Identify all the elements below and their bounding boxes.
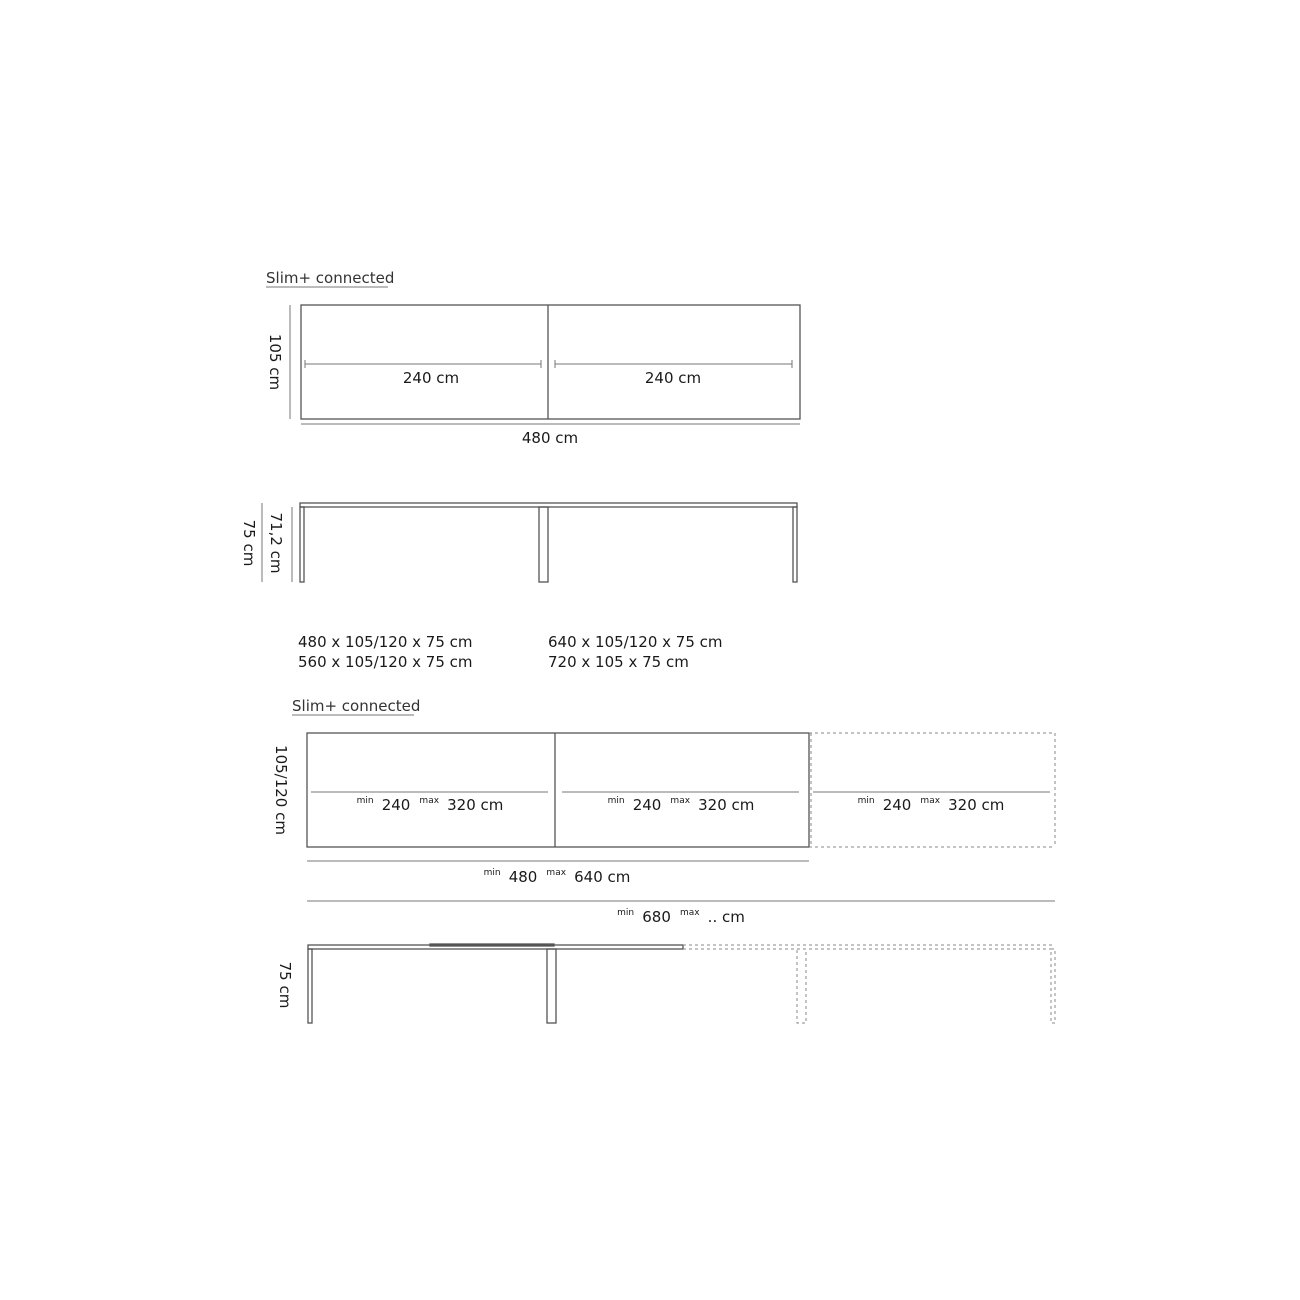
leg-right-extension (1051, 949, 1055, 1023)
overall-total-label (617, 900, 745, 926)
size-item: 480 x 105/120 x 75 cm (298, 633, 473, 651)
section2-top-view (272, 733, 1055, 926)
section1-side-view (240, 503, 797, 582)
section1-top-view (266, 305, 800, 447)
depth-label: 105/120 cm (272, 745, 290, 835)
section2-side-view (276, 944, 1055, 1023)
leg-extension (797, 949, 806, 1023)
depth-label: 105 cm (266, 333, 284, 391)
min-tag: min (356, 796, 374, 806)
max-tag: max (920, 796, 941, 806)
leg-right (793, 507, 797, 582)
min-tag: min (857, 796, 875, 806)
max-value: 640 cm (574, 868, 631, 886)
height-label: 75 cm (276, 961, 294, 1009)
min-value: 240 (381, 796, 411, 814)
min-value: 480 (508, 868, 538, 886)
pair-total-label (484, 860, 631, 886)
max-tag: max (670, 796, 691, 806)
section1-heading: Slim+ connected (266, 269, 395, 287)
table-top-outline (307, 733, 809, 847)
max-value: .. cm (707, 908, 745, 926)
segment-label-2: 240 cm (644, 369, 702, 387)
leg-left (308, 949, 312, 1023)
max-value: 320 cm (698, 796, 755, 814)
max-value: 320 cm (948, 796, 1005, 814)
size-item: 720 x 105 x 75 cm (548, 653, 689, 671)
leg-center (547, 949, 556, 1023)
min-value: 680 (642, 908, 671, 926)
max-tag: max (679, 908, 700, 918)
total-label: 480 cm (521, 429, 579, 447)
min-value: 240 (882, 796, 912, 814)
leg-center (539, 507, 548, 582)
leg-left (300, 507, 304, 582)
min-value: 240 (632, 796, 662, 814)
size-list (298, 633, 723, 671)
section2-heading: Slim+ connected (292, 697, 421, 715)
table-top-outline (301, 305, 800, 419)
segment-label-1: 240 cm (402, 369, 460, 387)
height-label-inner: 71,2 cm (267, 512, 285, 574)
size-item: 560 x 105/120 x 75 cm (298, 653, 473, 671)
max-value: 320 cm (447, 796, 504, 814)
min-tag: min (483, 868, 501, 878)
max-tag: max (419, 796, 440, 806)
min-tag: min (617, 908, 635, 918)
max-tag: max (546, 868, 567, 878)
height-label-outer: 75 cm (240, 519, 258, 567)
min-tag: min (607, 796, 625, 806)
size-item: 640 x 105/120 x 75 cm (548, 633, 723, 651)
